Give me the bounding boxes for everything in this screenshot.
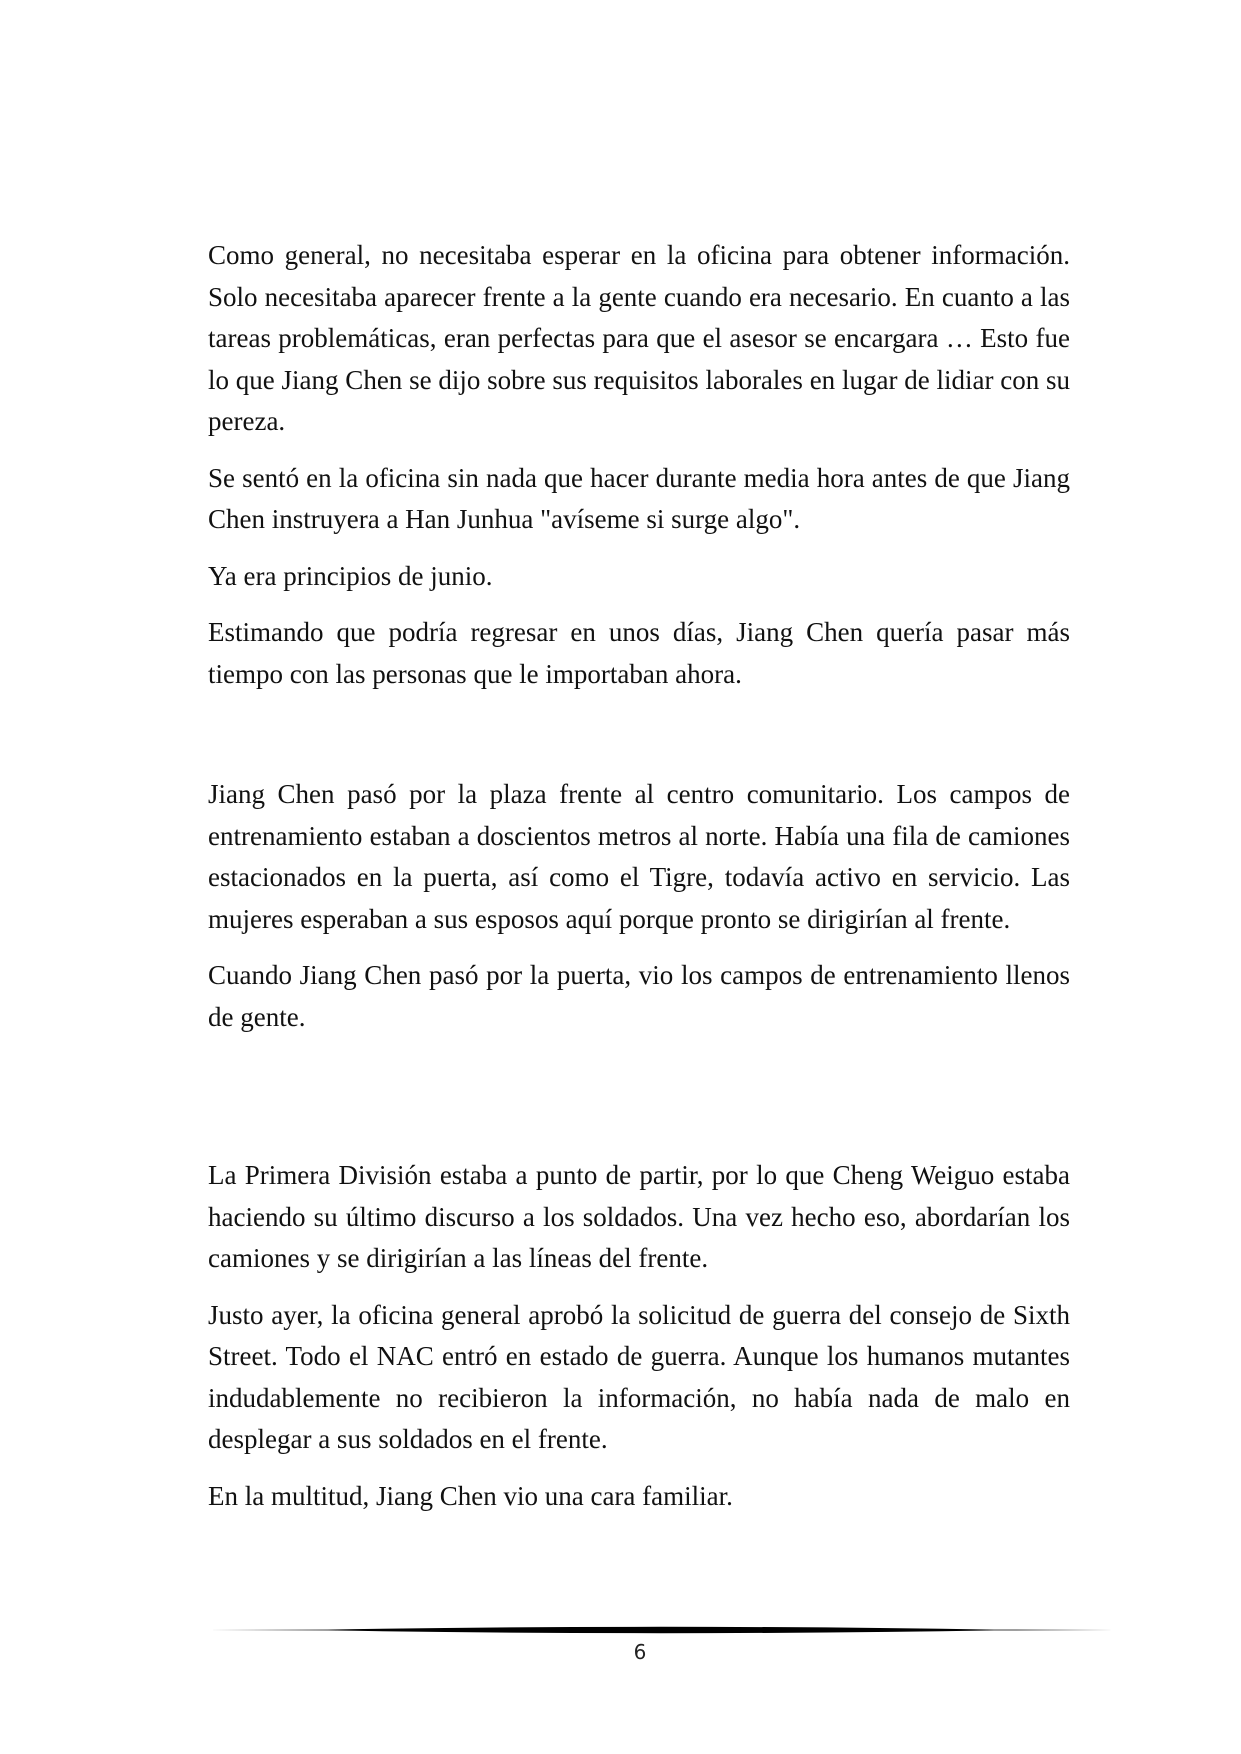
paragraph: Como general, no necesitaba esperar en la oficina para obtener información. Solo necesitaba aparecer frente a la gente cuando era necesario. En cuanto a las tareas problemáticas, eran perfectas para que el asesor se encargara … Esto fue lo que Jiang Chen se dijo sobre sus requisitos laborales en lugar de lidiar con su pereza. (208, 240, 1070, 436)
body-section-2 (208, 774, 1070, 1053)
body-section-3 (208, 1155, 1070, 1532)
footer-divider (208, 1625, 1114, 1635)
paragraph: Justo ayer, la oficina general aprobó la solicitud de guerra del consejo de Sixth Street. Todo el NAC entró en estado de guerra. Aunque los humanos mutantes indudablemente no recibieron la información, no había nada de malo en desplegar a sus soldados en el frente. (208, 1299, 1070, 1454)
paragraph: Estimando que podría regresar en unos días, Jiang Chen quería pasar más tiempo con las personas que le importaban ahora. (208, 617, 1070, 689)
paragraph: La Primera División estaba a punto de partir, por lo que Cheng Weiguo estaba haciendo su último discurso a los soldados. Una vez hecho eso, abordarían los camiones y se dirigirían a las líneas del frente. (208, 1160, 1070, 1273)
paragraph: Jiang Chen pasó por la plaza frente al centro comunitario. Los campos de entrenamiento estaban a doscientos metros al norte. Había una fila de camiones estacionados en la puerta, así como el Tigre, todavía activo en servicio. Las mujeres esperaban a sus esposos aquí porque pronto se dirigirían al frente. (208, 779, 1070, 934)
body-section-1 (208, 235, 1070, 710)
page-number: 6 (633, 1640, 647, 1664)
paragraph: Se sentó en la oficina sin nada que hacer durante media hora antes de que Jiang Chen instruyera a Han Junhua "avíseme si surge algo". (208, 462, 1070, 534)
paragraph: Ya era principios de junio. (208, 560, 493, 591)
paragraph: En la multitud, Jiang Chen vio una cara familiar. (208, 1480, 733, 1511)
paragraph: Cuando Jiang Chen pasó por la puerta, vio los campos de entrenamiento llenos de gente. (208, 960, 1070, 1032)
